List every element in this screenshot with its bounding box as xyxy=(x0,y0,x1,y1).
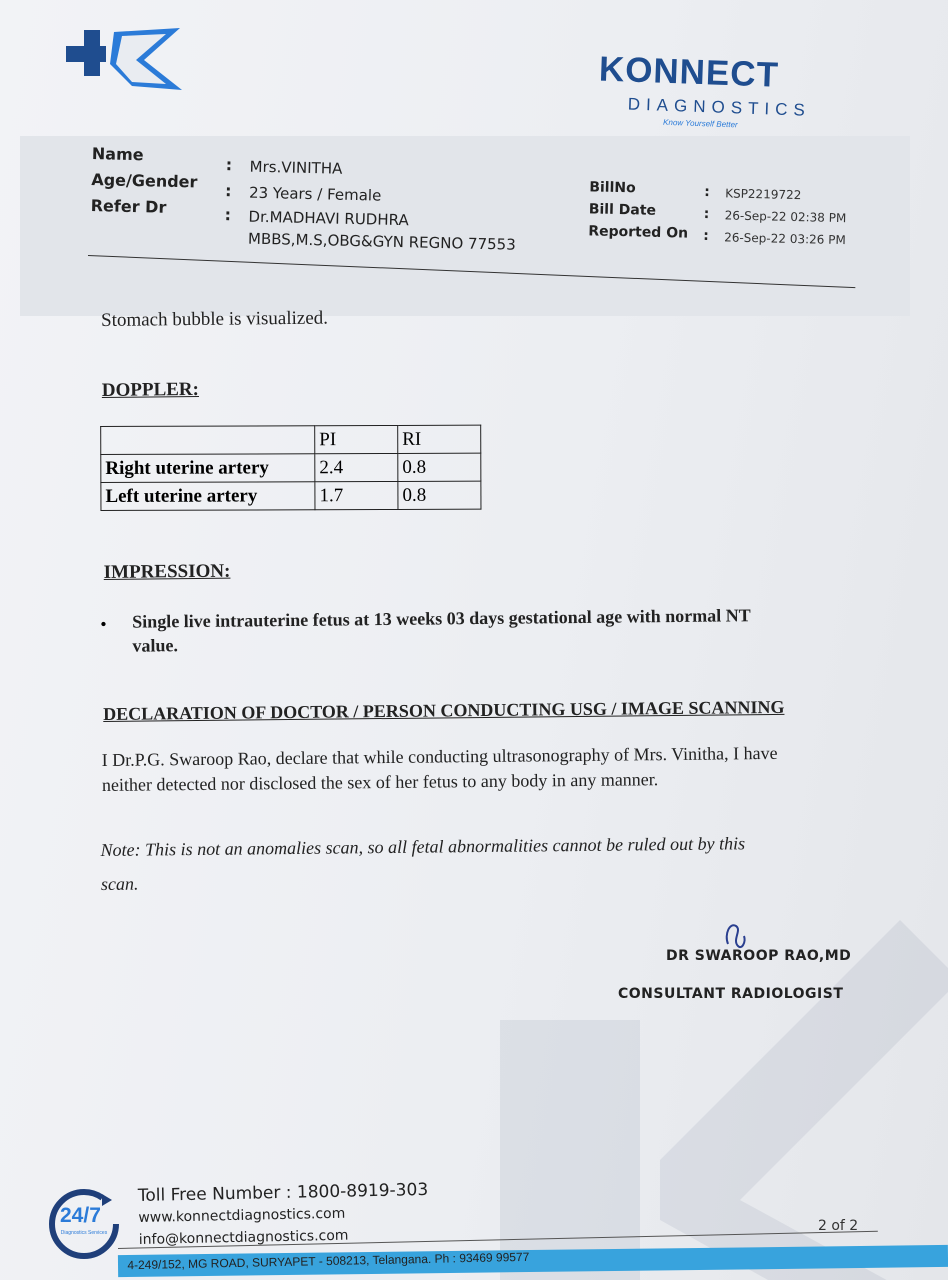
stomach-bubble-text: Stomach bubble is visualized. xyxy=(100,307,329,331)
reported-on: 26-Sep-22 03:26 PM xyxy=(724,230,846,248)
bill-date: 26-Sep-22 02:38 PM xyxy=(724,208,847,226)
declaration-heading: DECLARATION OF DOCTOR / PERSON CONDUCTING USG / IMAGE SCANNING xyxy=(103,696,785,724)
declaration-line-1: I Dr.P.G. Swaroop Rao, declare that while conducting ultrasonography of Mrs. Vinitha, I have xyxy=(101,742,778,770)
reported-on-label: Reported On xyxy=(588,223,689,242)
table-cell: 2.4 xyxy=(315,453,398,481)
age-label: Age/Gender xyxy=(91,170,198,192)
patient-age-gender: 23 Years / Female xyxy=(248,183,382,205)
table-cell: Right uterine artery xyxy=(101,454,315,483)
table-cell: Left uterine artery xyxy=(101,482,315,511)
refer-sep: : xyxy=(224,205,232,225)
bullet-icon: • xyxy=(100,613,107,634)
name-label: Name xyxy=(91,144,144,165)
bill-date-label: Bill Date xyxy=(588,201,657,219)
age-sep: : xyxy=(224,181,232,201)
address-text: 4-249/152, MG ROAD, SURYAPET - 508213, Telangana. Ph : 93469 99577 xyxy=(127,1249,530,1273)
brand-subtitle: DIAGNOSTICS xyxy=(627,94,812,120)
impression-heading: IMPRESSION: xyxy=(103,560,231,583)
doppler-heading: DOPPLER: xyxy=(101,378,200,401)
billno-label: BillNo xyxy=(589,179,636,197)
note-line-1: Note: This is not an anomalies scan, so all fetal abnormalities cannot be ruled out by this xyxy=(100,833,746,861)
badge-text: 24/7 xyxy=(60,1204,101,1227)
table-header-cell: PI xyxy=(315,425,398,453)
doctor-name: DR SWAROOP RAO,MD xyxy=(666,948,852,964)
name-sep: : xyxy=(225,155,233,175)
referring-doctor-qualification: MBBS,M.S,OBG&GYN REGNO 77553 xyxy=(247,229,516,254)
page-number: 2 of 2 xyxy=(818,1218,859,1234)
bill-date-sep: : xyxy=(703,205,710,223)
doctor-title: CONSULTANT RADIOLOGIST xyxy=(618,986,844,1002)
toll-free-number: Toll Free Number : 1800-8919-303 xyxy=(137,1179,429,1206)
impression-line-1: Single live intrauterine fetus at 13 weeks 03 days gestational age with normal NT xyxy=(132,605,751,632)
reported-on-sep: : xyxy=(703,227,709,245)
brand-tagline: Know Yourself Better xyxy=(662,117,738,130)
billno-sep: : xyxy=(704,183,710,201)
note-line-2: scan. xyxy=(100,873,139,895)
table-cell: 0.8 xyxy=(398,453,481,481)
bill-number: KSP2219722 xyxy=(725,186,802,203)
referring-doctor: Dr.MADHAVI RUDHRA xyxy=(248,207,409,230)
refer-label: Refer Dr xyxy=(90,196,167,217)
patient-name: Mrs.VINITHA xyxy=(249,157,343,178)
website-link[interactable]: www.konnectdiagnostics.com xyxy=(138,1205,346,1226)
declaration-line-2: neither detected nor disclosed the sex of her fetus to any body in any manner. xyxy=(101,769,659,795)
impression-line-2: value. xyxy=(132,635,179,656)
email-link[interactable]: info@konnectdiagnostics.com xyxy=(138,1227,349,1248)
table-cell: 1.7 xyxy=(315,481,398,509)
brand-name: KONNECT xyxy=(598,49,780,95)
table-cell: 0.8 xyxy=(398,481,481,509)
badge-subtext: Diagnostics Services xyxy=(60,1230,108,1236)
table-header-cell: RI xyxy=(398,425,481,453)
